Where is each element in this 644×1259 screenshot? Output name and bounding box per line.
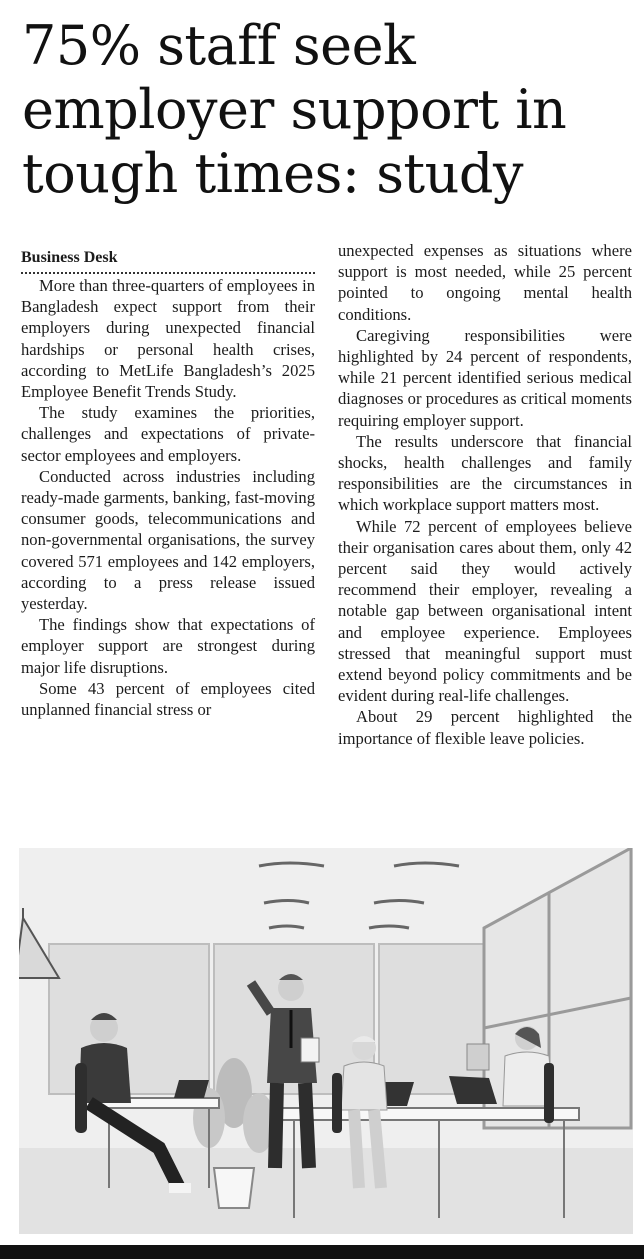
article-column-right: [338, 240, 632, 749]
office-workers-illustration: [19, 848, 633, 1234]
paragraph: Caregiving responsibilities were highlighted by 24 percent of respondents, while 21 percent identified serious medical diagnoses or procedures as critical moments requiring employer support.: [338, 325, 632, 430]
bottom-bar: [0, 1245, 644, 1259]
paragraph: The study examines the priorities, challenges and expectations of private-sector employees and employers.: [21, 403, 315, 465]
byline: Business Desk: [21, 248, 315, 274]
paragraph: While 72 percent of employees believe their organisation cares about them, only 42 percent said they would actively recommend their employer, revealing a notable gap between organisational intent and employee experience. Employees stressed that meaningful support must extend beyond policy commitments and be evident during real-life challenges.: [338, 516, 632, 706]
paragraph: More than three-quarters of employees in Bangladesh expect support from their employers during unexpected financial hardships or personal health crises, according to MetLife Bangladesh’s 2025 Employee Benefit Trends Study.: [21, 276, 315, 402]
paragraph: Some 43 percent of employees cited unplanned financial stress or: [21, 678, 315, 720]
paragraph: Conducted across industries including ready-made garments, banking, fast-moving consumer goods, telecommunications and non-governmental organisations, the survey covered 571 employees and 142 employers, according to a press release issued yesterday.: [21, 466, 315, 614]
paragraph: The findings show that expectations of employer support are strongest during major life disruptions.: [21, 615, 315, 677]
article-column-left: [21, 240, 315, 720]
paragraph: About 29 percent highlighted the importance of flexible leave policies.: [338, 707, 632, 748]
paragraph: The results underscore that financial shocks, health challenges and family responsibilities are the circumstances in which workplace support matters most.: [338, 431, 632, 515]
headline: 75% staff seek employer support in tough times: study: [22, 14, 567, 205]
paragraph: unexpected expenses as situations where support is most needed, while 25 percent pointed to ongoing mental health conditions.: [338, 241, 632, 324]
